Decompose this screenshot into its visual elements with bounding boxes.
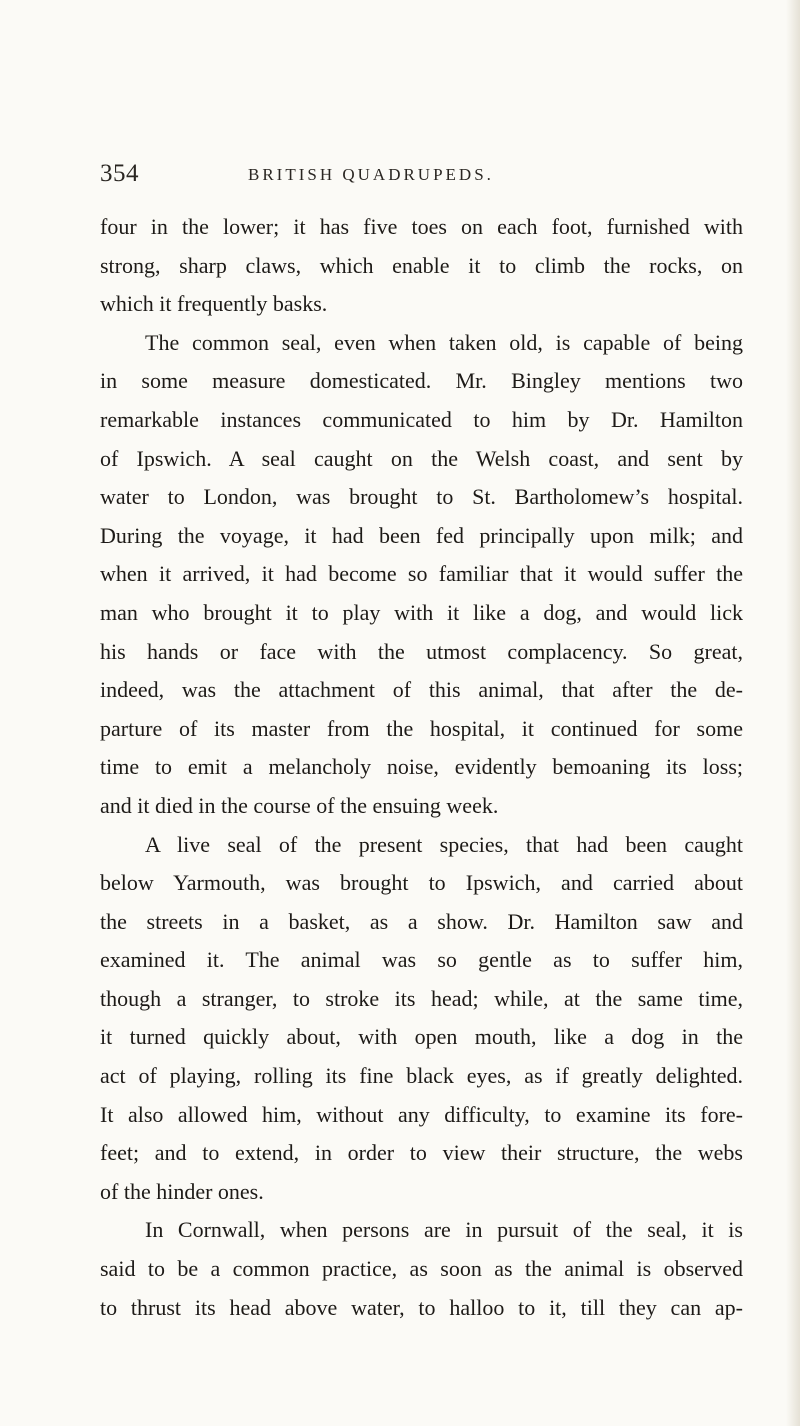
text-line: During the voyage, it had been fed principally upon milk; and xyxy=(100,522,743,548)
text-line: In Cornwall, when persons are in pursuit of the seal, it is xyxy=(145,1217,743,1243)
text-line: below Yarmouth, was brought to Ipswich, and carried about xyxy=(100,870,743,896)
text-line: though a stranger, to stroke its head; while, at the same time, xyxy=(100,985,743,1011)
text-line: his hands or face with the utmost complacency. So great, xyxy=(100,638,743,664)
text-line: examined it. The animal was so gentle as to suffer him, xyxy=(100,947,743,973)
running-title: BRITISH QUADRUPEDS. xyxy=(248,165,494,184)
text-line: to thrust its head above water, to halloo to it, till they can ap- xyxy=(100,1294,743,1320)
text-line: time to emit a melancholy noise, evidently bemoaning its loss; xyxy=(100,754,743,780)
text-line: in some measure domesticated. Mr. Bingley mentions two xyxy=(100,368,743,394)
text-line: said to be a common practice, as soon as the animal is observed xyxy=(100,1256,743,1282)
text-line: man who brought it to play with it like a dog, and would lick xyxy=(100,599,743,625)
text-line: water to London, was brought to St. Bartholomew’s hospital. xyxy=(100,484,743,510)
text-line: of Ipswich. A seal caught on the Welsh coast, and sent by xyxy=(100,445,743,471)
text-line: it turned quickly about, with open mouth, like a dog in the xyxy=(100,1024,743,1050)
text-line: which it frequently basks. xyxy=(100,291,328,317)
text-line: indeed, was the attachment of this animal, that after the de- xyxy=(100,677,743,703)
page-number: 354 xyxy=(100,160,139,187)
text-line: act of playing, rolling its fine black eyes, as if greatly delighted. xyxy=(100,1063,743,1089)
text-line: A live seal of the present species, that had been caught xyxy=(145,831,743,857)
body-text xyxy=(100,208,743,1327)
text-line: when it arrived, it had become so familiar that it would suffer the xyxy=(100,561,743,587)
running-head xyxy=(100,160,740,192)
text-line: strong, sharp claws, which enable it to climb the rocks, on xyxy=(100,252,743,278)
text-line: of the hinder ones. xyxy=(100,1178,264,1204)
text-line: four in the lower; it has five toes on each foot, furnished with xyxy=(100,214,743,239)
text-line: remarkable instances communicated to him by Dr. Hamilton xyxy=(100,406,743,432)
text-line: the streets in a basket, as a show. Dr. Hamilton saw and xyxy=(100,908,743,934)
page-edge-shadow xyxy=(786,0,800,1426)
text-line: parture of its master from the hospital, it continued for some xyxy=(100,715,743,741)
text-line: and it died in the course of the ensuing week. xyxy=(100,792,499,818)
text-line: feet; and to extend, in order to view their structure, the webs xyxy=(100,1140,743,1166)
text-line: The common seal, even when taken old, is capable of being xyxy=(145,329,743,355)
text-line: It also allowed him, without any difficulty, to examine its fore- xyxy=(100,1101,743,1127)
